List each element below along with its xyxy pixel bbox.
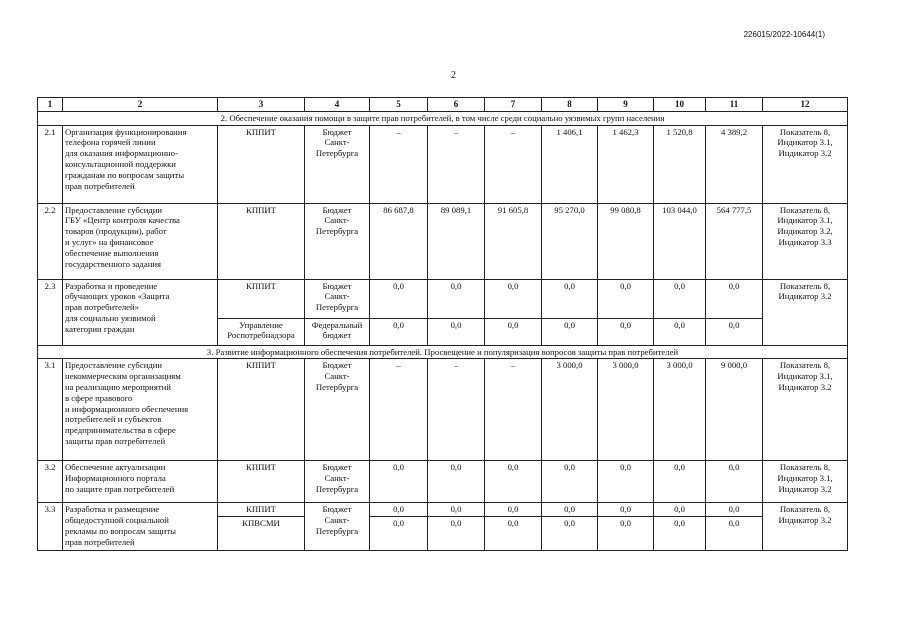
indicators: Показатель 8, Индикатор 3.2	[763, 279, 848, 345]
activity-name: Предоставление субсидии некоммерческим организациям на реализацию мероприятий в сфере правового и информационного обеспечения потребителей и субъектов предпринимательства в сфере защиты прав потребителей	[63, 359, 218, 461]
value-cell: 0,0	[485, 503, 542, 517]
value-cell: 0,0	[706, 517, 763, 551]
program-table	[37, 97, 848, 551]
value-cell: –	[370, 359, 428, 461]
table-row	[38, 279, 848, 318]
row-number: 3.2	[38, 461, 63, 503]
value-cell: 0,0	[706, 503, 763, 517]
value-cell: 0,0	[485, 279, 542, 318]
indicators: Показатель 8, Индикатор 3.1, Индикатор 3.2	[763, 461, 848, 503]
table-row	[38, 125, 848, 203]
value-cell: 0,0	[370, 279, 428, 318]
col-header: 4	[305, 98, 370, 112]
value-cell: 0,0	[706, 279, 763, 318]
col-header: 6	[428, 98, 485, 112]
funding-source: Бюджет Санкт- Петербурга	[305, 359, 370, 461]
value-cell: 4 389,2	[706, 125, 763, 203]
executor: КППИТ	[218, 279, 305, 318]
value-cell: 0,0	[542, 279, 598, 318]
value-cell: 0,0	[706, 461, 763, 503]
col-header: 5	[370, 98, 428, 112]
value-cell: 0,0	[706, 318, 763, 345]
col-header: 10	[654, 98, 706, 112]
value-cell: –	[428, 359, 485, 461]
value-cell: 0,0	[485, 517, 542, 551]
funding-source: Бюджет Санкт- Петербурга	[305, 503, 370, 551]
value-cell: 0,0	[654, 279, 706, 318]
value-cell: 3 000,0	[542, 359, 598, 461]
value-cell: 0,0	[542, 503, 598, 517]
value-cell: 3 000,0	[598, 359, 654, 461]
executor: КППИТ	[218, 461, 305, 503]
value-cell: 0,0	[598, 517, 654, 551]
activity-name: Обеспечение актуализации Информационного портала по защите прав потребителей	[63, 461, 218, 503]
value-cell: 0,0	[542, 461, 598, 503]
section-3-title: 3. Развитие информационного обеспечения потребителей. Просвещение и популяризация вопросов защиты прав потребителей	[38, 345, 848, 359]
funding-source: Бюджет Санкт- Петербурга	[305, 125, 370, 203]
value-cell: 0,0	[654, 517, 706, 551]
funding-source: Бюджет Санкт- Петербурга	[305, 461, 370, 503]
col-header: 1	[38, 98, 63, 112]
value-cell: 9 000,0	[706, 359, 763, 461]
value-cell: 1 520,8	[654, 125, 706, 203]
activity-name: Разработка и размещение общедоступной социальной рекламы по вопросам защиты прав потребителей	[63, 503, 218, 551]
table-row	[38, 359, 848, 461]
value-cell: –	[485, 125, 542, 203]
value-cell: 0,0	[370, 461, 428, 503]
value-cell: 0,0	[428, 517, 485, 551]
col-header: 8	[542, 98, 598, 112]
value-cell: 0,0	[598, 461, 654, 503]
value-cell: 0,0	[542, 318, 598, 345]
executor: КППИТ	[218, 359, 305, 461]
value-cell: 0,0	[370, 517, 428, 551]
value-cell: 0,0	[598, 503, 654, 517]
indicators: Показатель 8, Индикатор 3.1, Индикатор 3.2, Индикатор 3.3	[763, 203, 848, 279]
header-row	[38, 98, 848, 112]
value-cell: –	[485, 359, 542, 461]
value-cell: –	[428, 125, 485, 203]
row-number: 2.3	[38, 279, 63, 345]
value-cell: 89 089,1	[428, 203, 485, 279]
row-number: 2.1	[38, 125, 63, 203]
value-cell: 91 605,8	[485, 203, 542, 279]
indicators: Показатель 8, Индикатор 3.1, Индикатор 3.2	[763, 359, 848, 461]
row-number: 3.1	[38, 359, 63, 461]
activity-name: Организация функционирования телефона горячей линии для оказания информационно- консультационной поддержки гражданам по вопросам защиты прав потребителей	[63, 125, 218, 203]
section-2-title: 2. Обеспечение оказания помощи в защите прав потребителей, в том числе среди социально уязвимых групп населения	[38, 111, 848, 125]
indicators: Показатель 8, Индикатор 3.1, Индикатор 3.2	[763, 125, 848, 203]
value-cell: 99 080,8	[598, 203, 654, 279]
document-number: 226015/2022-10644(1)	[743, 30, 825, 39]
funding-source: Бюджет Санкт- Петербурга	[305, 203, 370, 279]
col-header: 9	[598, 98, 654, 112]
value-cell: 95 270,0	[542, 203, 598, 279]
table-row	[38, 203, 848, 279]
row-number: 2.2	[38, 203, 63, 279]
col-header: 12	[763, 98, 848, 112]
value-cell: 0,0	[428, 503, 485, 517]
section-row	[38, 345, 848, 359]
value-cell: 0,0	[485, 461, 542, 503]
value-cell: 0,0	[370, 318, 428, 345]
funding-source: Бюджет Санкт- Петербурга	[305, 279, 370, 318]
executor: КПВСМИ	[218, 517, 305, 551]
col-header: 2	[63, 98, 218, 112]
value-cell: 86 687,8	[370, 203, 428, 279]
value-cell: 0,0	[428, 461, 485, 503]
value-cell: 0,0	[598, 318, 654, 345]
executor: КППИТ	[218, 125, 305, 203]
executor: КППИТ	[218, 503, 305, 517]
value-cell: 0,0	[654, 461, 706, 503]
activity-name: Предоставление субсидии ГБУ «Центр контроля качества товаров (продукции), работ и услуг» на финансовое обеспечение выполнения государственного задания	[63, 203, 218, 279]
indicators: Показатель 8, Индикатор 3.2	[763, 503, 848, 551]
value-cell: 0,0	[654, 318, 706, 345]
table-row	[38, 461, 848, 503]
value-cell: 0,0	[428, 279, 485, 318]
col-header: 3	[218, 98, 305, 112]
value-cell: 0,0	[485, 318, 542, 345]
value-cell: 103 044,0	[654, 203, 706, 279]
value-cell: 0,0	[428, 318, 485, 345]
row-number: 3.3	[38, 503, 63, 551]
value-cell: 0,0	[370, 503, 428, 517]
page-number: 2	[451, 70, 456, 81]
funding-source: Федеральный бюджет	[305, 318, 370, 345]
value-cell: 3 000,0	[654, 359, 706, 461]
table-row	[38, 503, 848, 517]
value-cell: 0,0	[598, 279, 654, 318]
executor: Управление Роспотребнадзора	[218, 318, 305, 345]
value-cell: 1 462,3	[598, 125, 654, 203]
value-cell: 0,0	[654, 503, 706, 517]
value-cell: 1 406,1	[542, 125, 598, 203]
col-header: 11	[706, 98, 763, 112]
value-cell: 564 777,5	[706, 203, 763, 279]
executor: КППИТ	[218, 203, 305, 279]
value-cell: –	[370, 125, 428, 203]
section-row	[38, 111, 848, 125]
activity-name: Разработка и проведение обучающих уроков «Защита прав потребителей» для социально уязвимой категории граждан	[63, 279, 218, 345]
value-cell: 0,0	[542, 517, 598, 551]
col-header: 7	[485, 98, 542, 112]
